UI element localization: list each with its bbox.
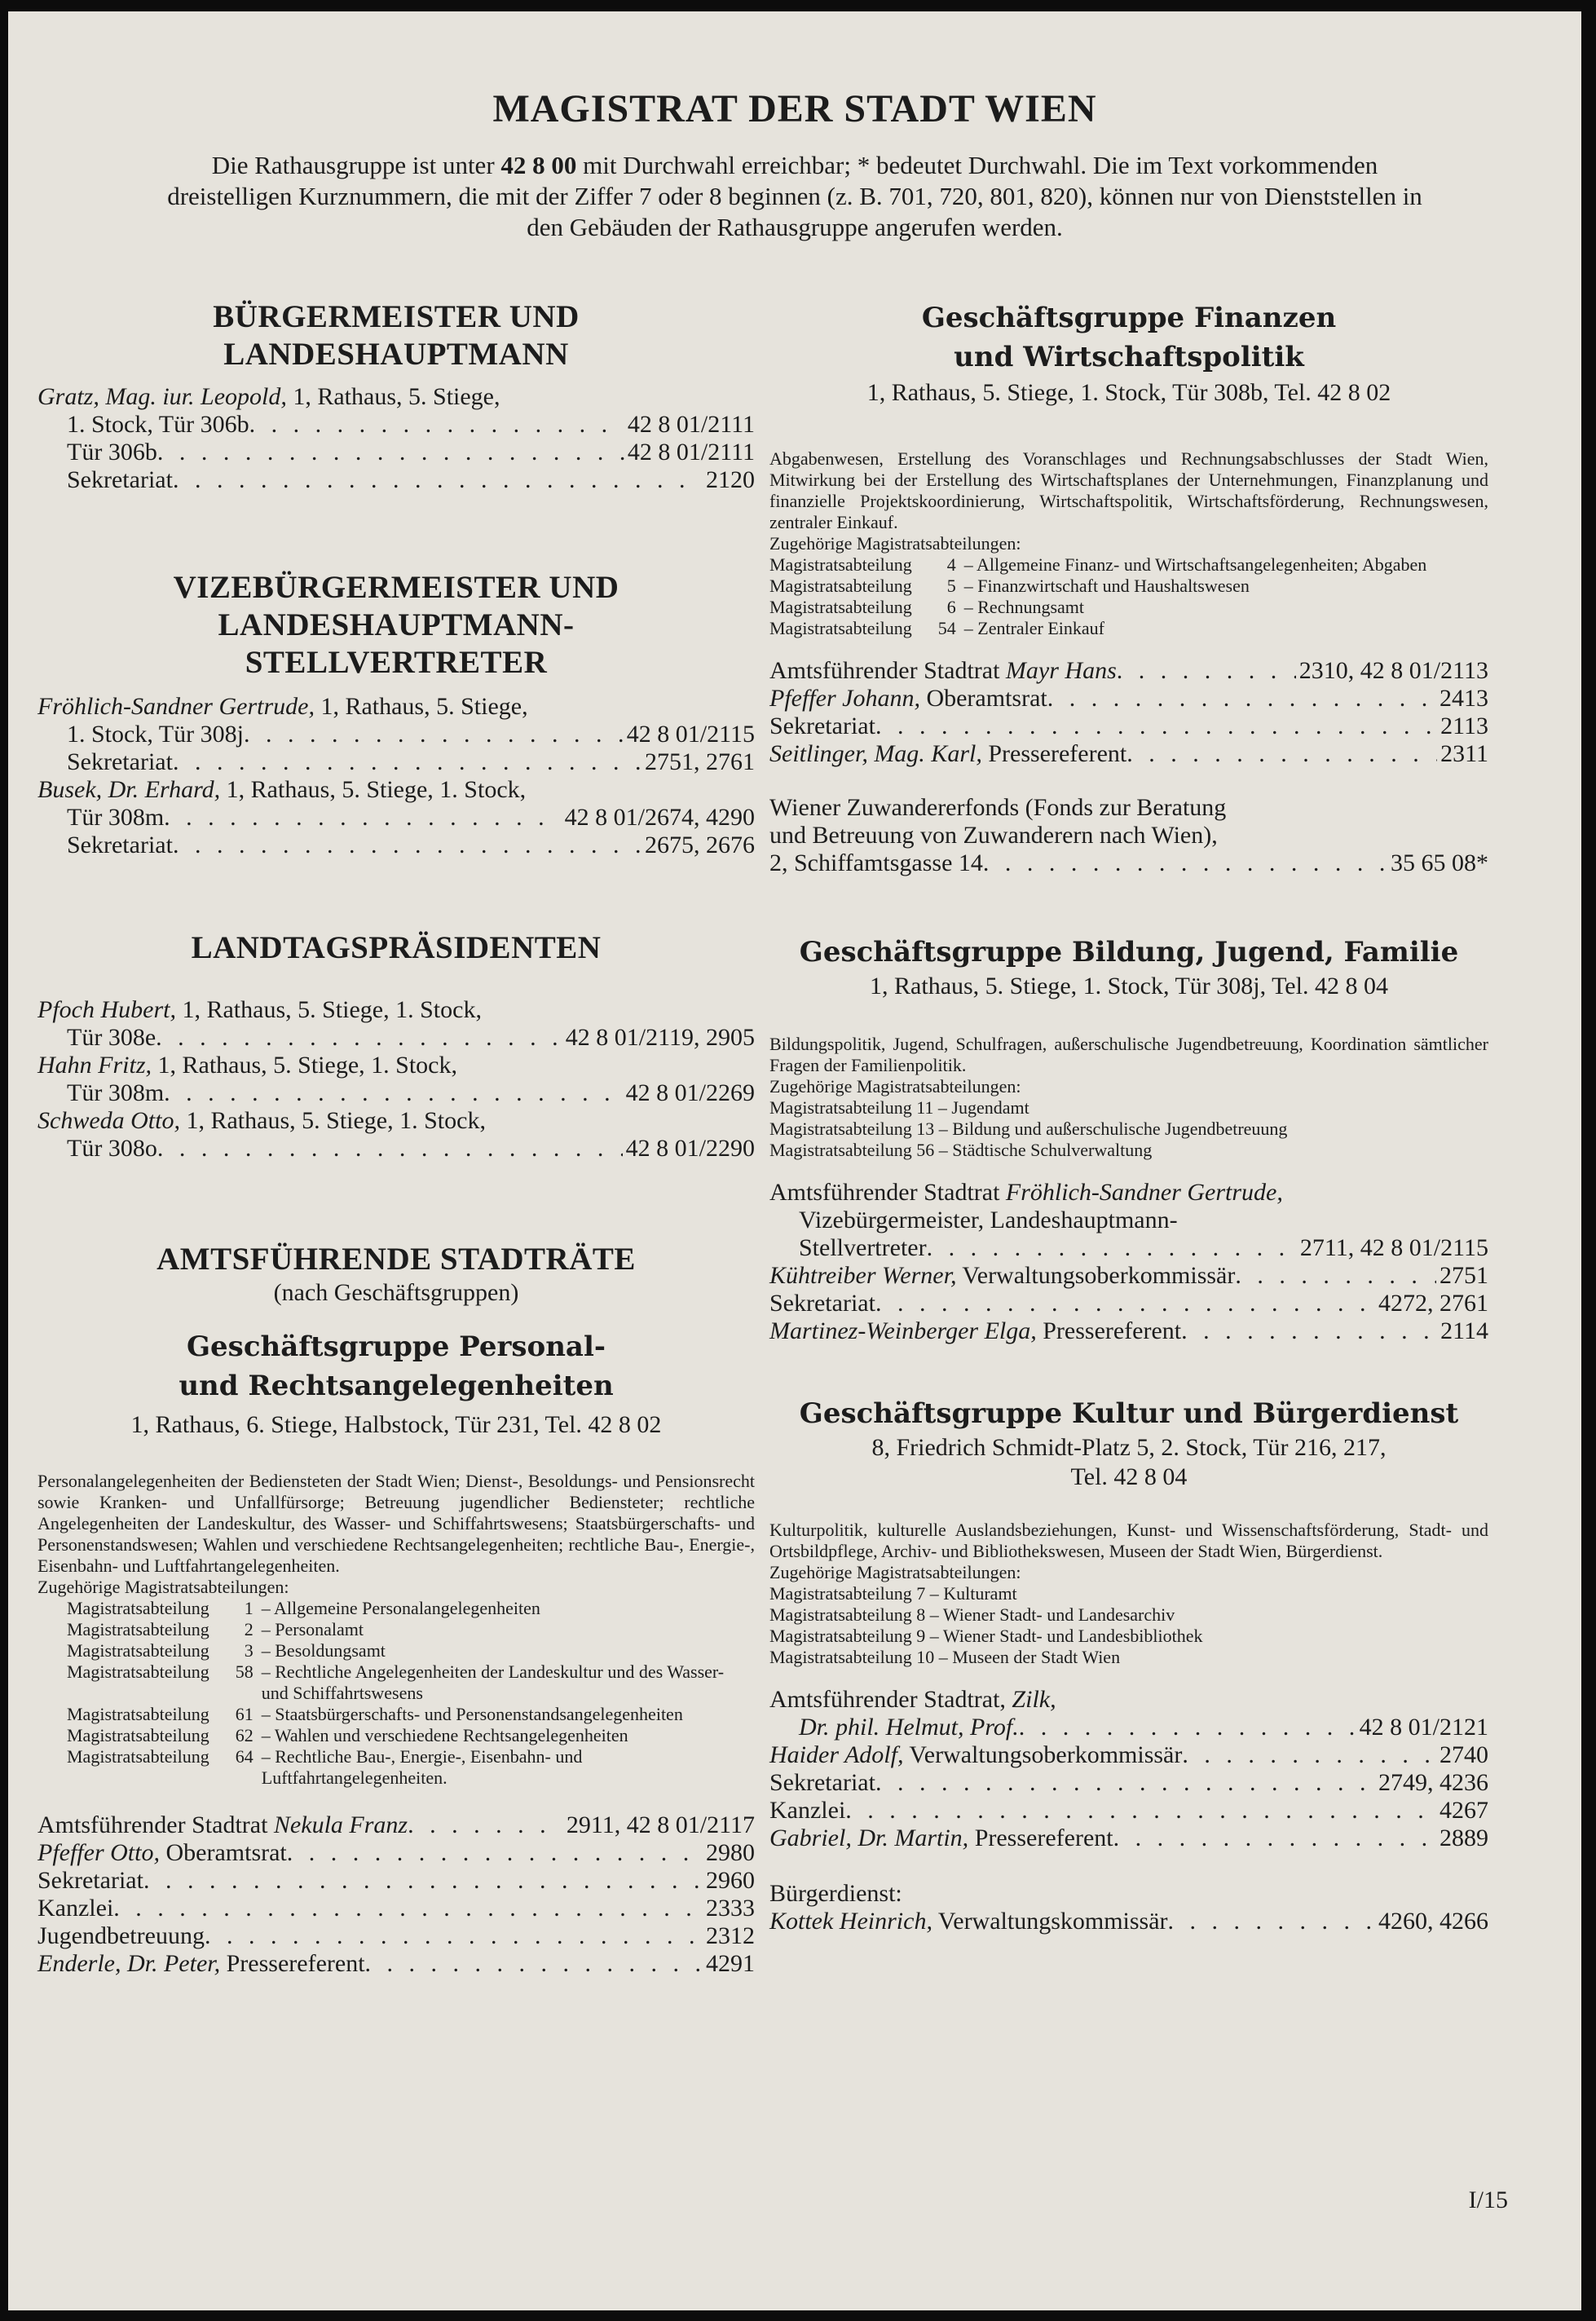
contact-line: Sekretariat . . . 4272, 2761 xyxy=(769,1290,1488,1317)
contact-line: Sekretariat . . . 2113 xyxy=(769,713,1488,740)
stadtrat-line: Amtsführender Stadtrat Fröhlich-Sandner Gertrude, xyxy=(769,1179,1283,1206)
phone-line: 1. Stock, Tür 306b . . . 42 8 01/2111 xyxy=(37,411,755,439)
group-description: Kulturpolitik, kulturelle Auslandsbeziehungen, Kunst- und Wissenschaftsförderung, Stadt- und Ortsbildpflege, Archiv- und Bibliothekswesen, Museen der Stadt Wien, Bürgerdienst. xyxy=(769,1520,1488,1561)
contact-line: Haider Adolf, Verwaltungsoberkommissär . . . 2740 xyxy=(769,1741,1488,1769)
group-heading-kultur: Geschäftsgruppe Kultur und Bürgerdienst xyxy=(799,1397,1459,1430)
phone-line: Sekretariat . . . 2120 xyxy=(37,466,755,494)
section-heading-vize: VIZEBÜRGERMEISTER UND LANDESHAUPTMANN- STELLVERTRETER xyxy=(173,570,619,680)
fonds-text: Wiener Zuwandererfonds (Fonds zur Beratung xyxy=(769,794,1227,821)
contact-line: Kühtreiber Werner, Verwaltungsoberkommissär . . . 2751 xyxy=(769,1262,1488,1290)
contact-line: Pfeffer Johann, Oberamtsrat . . . 2413 xyxy=(769,685,1488,713)
ma-row: Magistratsabteilung 58 – Rechtliche Angelegenheiten der Landeskultur und des Wasser- und Schiffahrtswesens xyxy=(67,1661,725,1703)
phone-line: Tür 308m . . . 42 8 01/2674, 4290 xyxy=(37,804,755,832)
phone-line: Tür 308e . . . 42 8 01/2119, 2905 xyxy=(37,1024,755,1052)
page-number: I/15 xyxy=(1468,2186,1508,2213)
phone-line: Tür 308o . . . 42 8 01/2290 xyxy=(37,1135,755,1163)
ma-row: Magistratsabteilung 1 – Allgemeine Personalangelegenheiten xyxy=(67,1598,540,1618)
group-heading-bildung: Geschäftsgruppe Bildung, Jugend, Familie xyxy=(799,936,1459,969)
right-column xyxy=(769,298,1488,1935)
ma-list xyxy=(769,554,1488,639)
ma-row: Magistratsabteilung 13 – Bildung und außerschulische Jugendbetreuung xyxy=(769,1119,1288,1139)
phone-line: Dr. phil. Helmut, Prof. . . . 42 8 01/2121 xyxy=(769,1714,1488,1741)
ma-heading: Zugehörige Magistratsabteilungen: xyxy=(37,1577,289,1597)
person-entry: Pfoch Hubert, 1, Rathaus, 5. Stiege, 1. Stock, xyxy=(37,996,482,1023)
stadtrat-title: Vizebürgermeister, Landeshauptmann- xyxy=(799,1207,1178,1233)
contact-line: Gabriel, Dr. Martin, Pressereferent . . . 2889 xyxy=(769,1825,1488,1852)
ma-row: Magistratsabteilung 2 – Personalamt xyxy=(67,1619,364,1639)
ma-row: Magistratsabteilung 62 – Wahlen und verschiedene Rechtsangelegenheiten xyxy=(67,1725,628,1745)
contact-line: Jugendbetreuung . . . 2312 xyxy=(37,1922,755,1950)
stadtrat-line: Amtsführender Stadtrat Nekula Franz . . . 2911, 42 8 01/2117 xyxy=(37,1811,755,1839)
ma-list xyxy=(769,1097,1488,1161)
left-column xyxy=(37,298,755,1978)
contact-line: Kanzlei . . . 4267 xyxy=(769,1797,1488,1825)
contact-line: Enderle, Dr. Peter, Pressereferent . . . 4291 xyxy=(37,1950,755,1978)
ma-list xyxy=(769,1583,1488,1668)
section-heading-buergermeister: BÜRGERMEISTER UND LANDESHAUPTMANN xyxy=(213,299,580,372)
section-heading-landtag: LANDTAGSPRÄSIDENTEN xyxy=(191,930,602,965)
intro-part1: Die Rathausgruppe ist unter xyxy=(211,151,501,179)
ma-list xyxy=(37,1598,755,1789)
group-heading-personal: Geschäftsgruppe Personal- und Rechtsangelegenheiten xyxy=(179,1330,614,1402)
person-entry: Fröhlich-Sandner Gertrude, 1, Rathaus, 5. Stiege, xyxy=(37,693,528,720)
group-address: 8, Friedrich Schmidt-Platz 5, 2. Stock, Tür 216, 217, xyxy=(871,1434,1387,1461)
section-heading-stadtraete: AMTSFÜHRENDE STADTRÄTE xyxy=(157,1242,636,1277)
ma-row: Magistratsabteilung 4 – Allgemeine Finanz- und Wirtschaftsangelegenheiten; Abgaben xyxy=(769,554,1427,575)
contact-line: Seitlinger, Mag. Karl, Pressereferent . . . 2311 xyxy=(769,740,1488,768)
fonds-text: und Betreuung von Zuwanderern nach Wien), xyxy=(769,822,1218,849)
ma-heading: Zugehörige Magistratsabteilungen: xyxy=(769,1562,1021,1582)
contact-line: Sekretariat . . . 2960 xyxy=(37,1867,755,1895)
group-heading-finanzen: Geschäftsgruppe Finanzen und Wirtschaftspolitik xyxy=(921,302,1337,373)
group-address: Tel. 42 8 04 xyxy=(1070,1463,1188,1490)
intro-number: 42 8 00 xyxy=(500,151,577,179)
contact-line: Sekretariat . . . 2749, 4236 xyxy=(769,1769,1488,1797)
contact-line: Martinez-Weinberger Elga, Pressereferent . . . 2114 xyxy=(769,1317,1488,1345)
page-title: MAGISTRAT DER STADT WIEN xyxy=(492,87,1097,130)
section-subheading: (nach Geschäftsgruppen) xyxy=(273,1279,519,1306)
ma-row: Magistratsabteilung 61 – Staatsbürgerschafts- und Personenstandsangelegenheiten xyxy=(67,1704,683,1724)
stadtrat-line: Amtsführender Stadtrat Mayr Hans . . . 2310, 42 8 01/2113 xyxy=(769,657,1488,685)
ma-row: Magistratsabteilung 9 – Wiener Stadt- und Landesbibliothek xyxy=(769,1626,1203,1646)
group-address: 1, Rathaus, 5. Stiege, 1. Stock, Tür 308b, Tel. 42 8 02 xyxy=(866,379,1391,406)
phone-line: Stellvertreter . . . 2711, 42 8 01/2115 xyxy=(769,1234,1488,1262)
ma-heading: Zugehörige Magistratsabteilungen: xyxy=(769,533,1021,554)
person-entry: Schweda Otto, 1, Rathaus, 5. Stiege, 1. Stock, xyxy=(37,1107,486,1134)
person-entry: Busek, Dr. Erhard, 1, Rathaus, 5. Stiege, 1. Stock, xyxy=(37,776,527,803)
intro-part2: mit Durchwahl erreichbar; * bedeutet Durchwahl. Die im Text vorkommenden dreistelligen Kurznummern, die mit der Ziffer 7 oder 8 beginnen (z. B. 701, 720, 801, 820), können nur von Dienststellen in den Gebäuden der Rathausgruppe angerufen werden. xyxy=(167,151,1422,241)
phone-line: Tür 306b . . . 42 8 01/2111 xyxy=(37,439,755,466)
ma-row: Magistratsabteilung 54 – Zentraler Einkauf xyxy=(769,618,1105,638)
ma-row: Magistratsabteilung 3 – Besoldungsamt xyxy=(67,1640,386,1661)
phone-line: Sekretariat . . . 2675, 2676 xyxy=(37,832,755,859)
group-address: 1, Rathaus, 6. Stiege, Halbstock, Tür 231, Tel. 42 8 02 xyxy=(130,1411,662,1438)
intro-text xyxy=(155,150,1435,243)
ma-row: Magistratsabteilung 8 – Wiener Stadt- und Landesarchiv xyxy=(769,1604,1175,1625)
contact-line: Kottek Heinrich, Verwaltungskommissär . . . 4260, 4266 xyxy=(769,1908,1488,1935)
person-entry: Hahn Fritz, 1, Rathaus, 5. Stiege, 1. Stock, xyxy=(37,1052,457,1079)
ma-row: Magistratsabteilung 6 – Rechnungsamt xyxy=(769,597,1085,617)
contact-line: Kanzlei . . . 2333 xyxy=(37,1895,755,1922)
stadtrat-line: Amtsführender Stadtrat, Zilk, xyxy=(769,1686,1056,1713)
group-address: 1, Rathaus, 5. Stiege, 1. Stock, Tür 308j, Tel. 42 8 04 xyxy=(870,973,1388,999)
group-description: Personalangelegenheiten der Bediensteten der Stadt Wien; Dienst-, Besoldungs- und Pensionsrecht sowie Kranken- und Unfallfürsorge; Betreuung jugendlicher Bediensteter; rechtliche Angelegenheiten der Landeskultur, des Wasser- und Schiffahrtswesens; Staatsbürgerschafts- und Personenstandswesen; Wahlen und verschiedene Rechtsangelegenheiten; rechtliche Bau-, Energie-, Eisenbahn- und Luftfahrtangelegenheiten. xyxy=(37,1471,755,1576)
ma-row: Magistratsabteilung 5 – Finanzwirtschaft und Haushaltswesen xyxy=(769,576,1250,596)
ma-heading: Zugehörige Magistratsabteilungen: xyxy=(769,1076,1021,1097)
ma-row: Magistratsabteilung 11 – Jugendamt xyxy=(769,1097,1029,1118)
phone-line: 1. Stock, Tür 308j . . . 42 8 01/2115 xyxy=(37,721,755,748)
phone-line: Tür 308m . . . 42 8 01/2269 xyxy=(37,1079,755,1107)
page xyxy=(8,11,1581,2310)
group-description: Bildungspolitik, Jugend, Schulfragen, außerschulische Jugendbetreuung, Koordination sämtlicher Fragen der Familienpolitik. xyxy=(769,1034,1488,1075)
ma-row: Magistratsabteilung 56 – Städtische Schulverwaltung xyxy=(769,1140,1153,1160)
buergerdienst-label: Bürgerdienst: xyxy=(769,1880,902,1907)
ma-row: Magistratsabteilung 10 – Museen der Stadt Wien xyxy=(769,1647,1121,1667)
ma-row: Magistratsabteilung 64 – Rechtliche Bau-, Energie-, Eisenbahn- und Luftfahrtangelegenheiten. xyxy=(67,1746,583,1788)
phone-line: Sekretariat . . . 2751, 2761 xyxy=(37,748,755,776)
fonds-line: 2, Schiffamtsgasse 14 . . . 35 65 08* xyxy=(769,849,1488,877)
person-entry: Gratz, Mag. iur. Leopold, 1, Rathaus, 5. Stiege, xyxy=(37,383,500,410)
group-description: Abgabenwesen, Erstellung des Voranschlages und Rechnungsabschlusses der Stadt Wien, Mitwirkung bei der Erstellung des Wirtschaftsplanes der Unternehmungen, Finanzplanung und finanzielle Projektskoordinierung, Wirtschaftspolitik, Wirtschaftsförderung, Rechnungswesen, zentraler Einkauf. xyxy=(769,448,1488,532)
ma-row: Magistratsabteilung 7 – Kulturamt xyxy=(769,1583,1017,1604)
contact-line: Pfeffer Otto, Oberamtsrat . . . 2980 xyxy=(37,1839,755,1867)
